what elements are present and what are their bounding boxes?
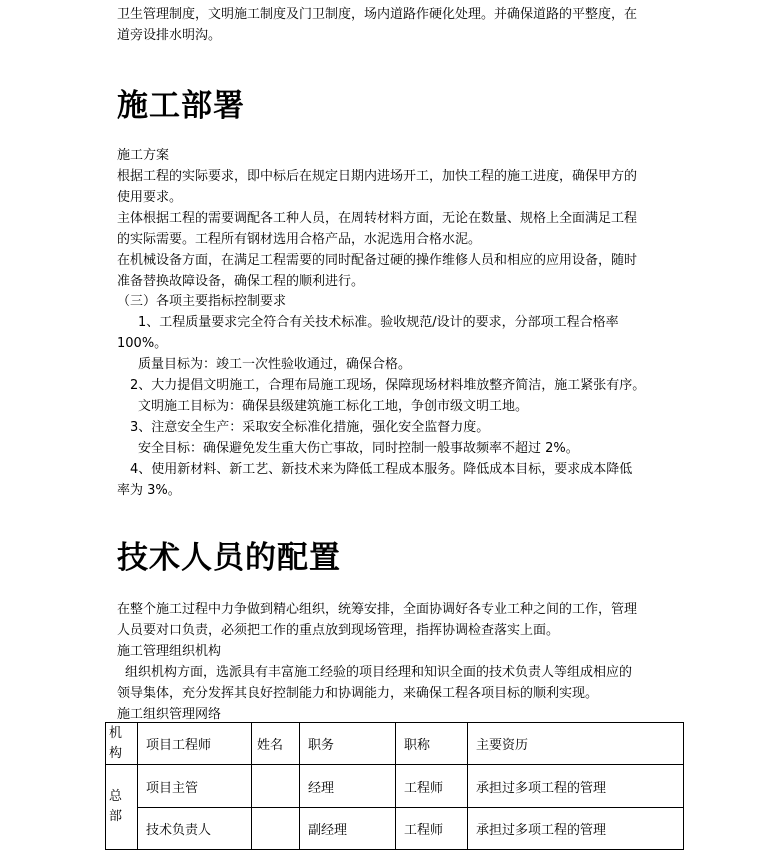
- indicators-title: （三）各项主要指标控制要求: [117, 294, 287, 309]
- group-hq-cell: 总 部: [106, 765, 138, 850]
- header-position: 职务: [300, 723, 396, 765]
- heading-deployment: 施工部署: [117, 88, 245, 124]
- indicators-section: （三）各项主要指标控制要求 1、工程质量要求完全符合有关技术标准。验收规范/设计的要求，分部项工程合格率 100%。 质量目标为：竣工一次性验收通过，确保合格。 2、大力提倡文明施工，合理布局施工现场，保障现场材料堆放整齐简洁，施工紧张有序。 文明施工目标为：确保县级建筑施工标化工地，争创市级文明工地。 3、注意安全生产：采取安全标准化措施，强化安全监督力度。 安全目标：确保避免发生重大伤亡事故，同时控制一般事故频率不超过 2%。 4、使用新材料、新工艺、新技术来为降低工程成本服务。降低成本目标，要求成本降低 率为 3%。: [117, 291, 677, 501]
- header-title: 职称: [396, 723, 468, 765]
- intro-paragraph: 卫生管理制度，文明施工制度及门卫制度，场内道路作硬化处理。并确保道路的平整度，在 道旁设排水明沟。: [117, 7, 638, 43]
- table-row: 技术负责人 副经理 工程师 承担过多项工程的管理: [106, 808, 684, 850]
- header-org-cell: 机 构: [106, 723, 138, 765]
- tech-section: 在整个施工过程中力争做到精心组织，统筹安排，全面协调好各专业工种之间的工作，管理 人员要对口负责，必须把工作的重点放到现场管理，指挥协调检查落实上面。 施工管理组织机构 组织机构方面，选派具有丰富施工经验的项目经理和知识全面的技术负责人等组成相应的 领导集体，充分发挥其良好控制能力和协调能力，来确保工程各项目标的顺利实现。 施工组织管理网络: [117, 599, 677, 725]
- table-header-row: [106, 723, 684, 765]
- plan-title: 施工方案: [117, 148, 170, 163]
- header-qualification: 主要资历: [468, 723, 684, 765]
- header-project-engineer: 项目工程师: [138, 723, 252, 765]
- org-title: 施工管理组织机构: [117, 644, 222, 659]
- network-title: 施工组织管理网络: [117, 707, 222, 722]
- header-name: 姓名: [252, 723, 300, 765]
- table-row: 总 部 项目主管 经理 工程师 承担过多项工程的管理: [106, 765, 684, 808]
- plan-section: 施工方案 根据工程的实际要求，即中标后在规定日期内进场开工，加快工程的施工进度，确保甲方的 使用要求。 主体根据工程的需要调配各工种人员，在周转材料方面，无论在数量、规格上全面满足工程 的实际需要。工程所有钢材选用合格产品，水泥选用合格水泥。 在机械设备方面，在满足工程需要的同时配备过硬的操作维修人员和相应的应用设备，随时 准备替换故障设备，确保工程的顺利进行。: [117, 145, 677, 292]
- heading-tech-staff: 技术人员的配置: [117, 540, 341, 576]
- org-network-table: [105, 722, 684, 850]
